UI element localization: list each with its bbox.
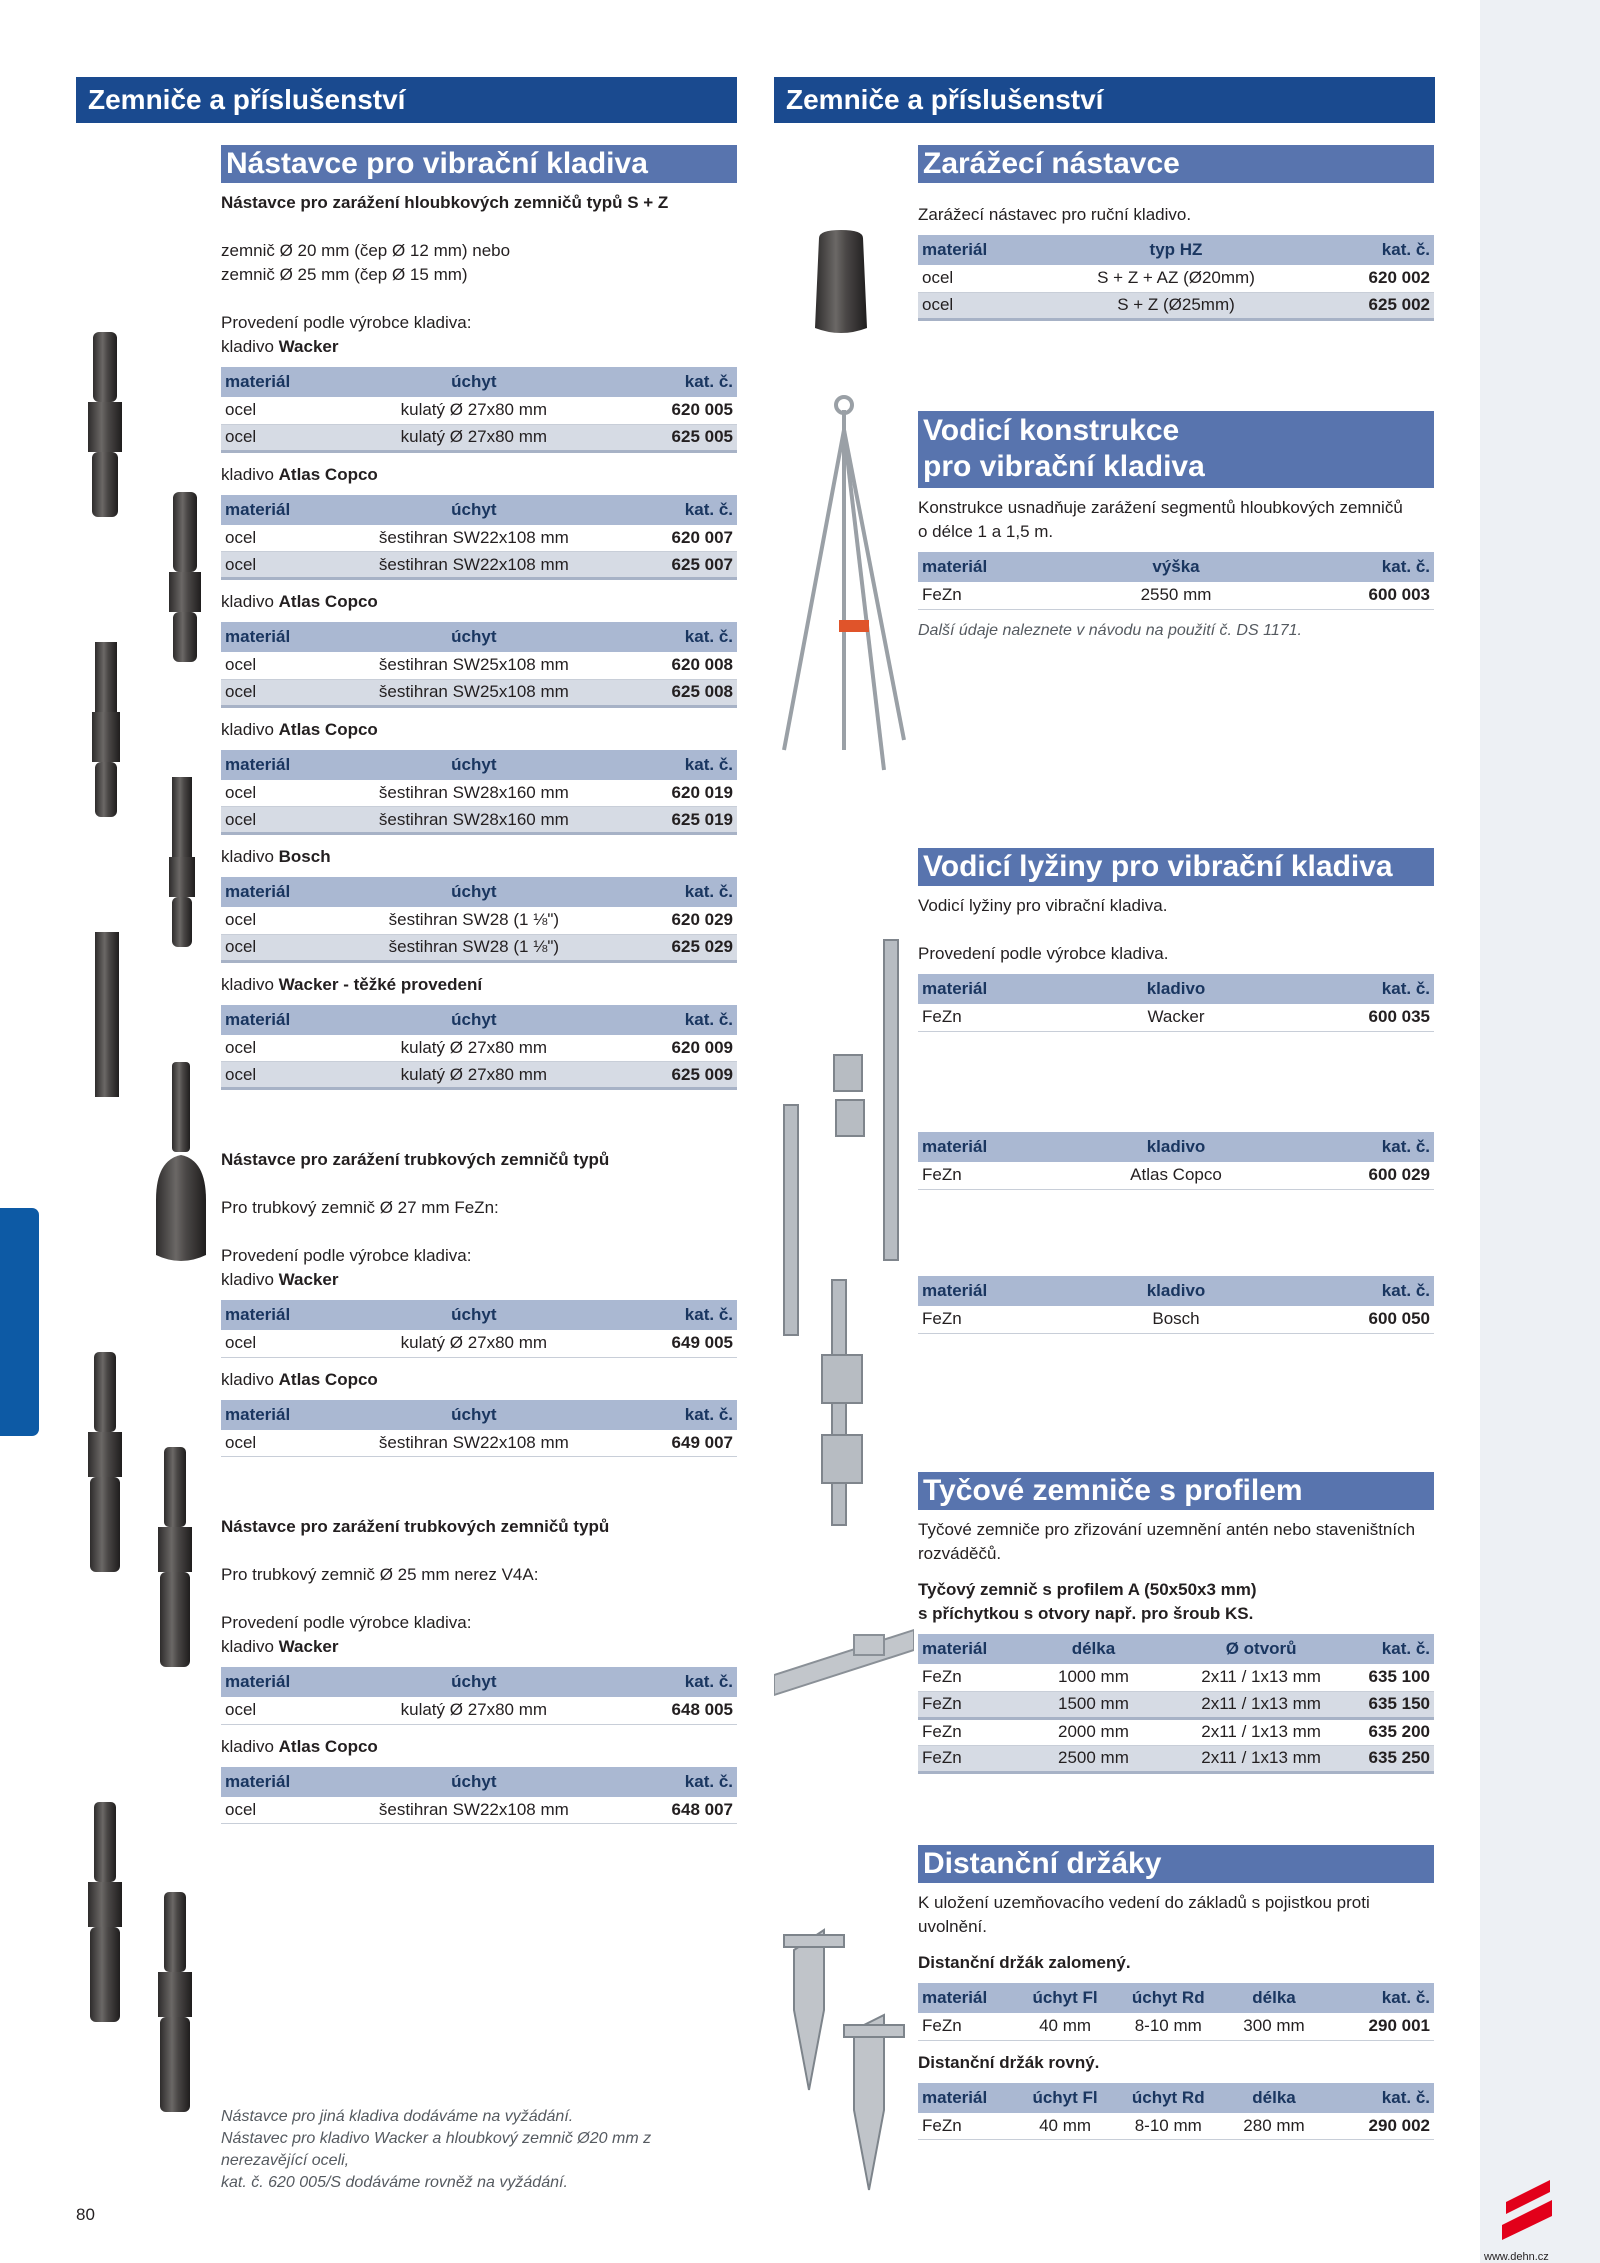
table-cell: šestihran SW28 (1 ⅛ʺ) [350,934,598,961]
column-header: Ø otvorů [1181,1634,1341,1664]
product-table [221,1767,737,1825]
table-cell: 625 019 [598,807,737,834]
table-row [221,552,737,579]
section-title-zarazeci: Zarážecí nástavce [918,145,1434,183]
column-header: kat. č. [598,367,737,397]
column-header: délka [1222,1983,1325,2013]
column-header: materiál [221,1667,350,1697]
vodici-section [918,411,1434,642]
section-title-vibration-attachments: Nástavce pro vibrační kladiva [221,145,737,183]
column-header: výška [1047,552,1305,582]
table-cell: 2x11 / 1x13 mm [1181,1691,1341,1718]
product-subtitle: Tyčový zemnič s profilem A (50x50x3 mm) [918,1580,1257,1599]
section-title-lyziny: Vodicí lyžiny pro vibrační kladiva [918,848,1434,886]
tool-bit-image [94,1802,116,1882]
table-cell: 648 005 [598,1697,737,1724]
table-cell: 2x11 / 1x13 mm [1181,1718,1341,1745]
product-table [918,235,1434,321]
hammer-label: kladivo Wacker [221,1637,339,1656]
column-header: kat. č. [598,1667,737,1697]
column-header: kat. č. [598,1300,737,1330]
right-sidebar [1480,0,1600,2263]
table-cell: 8-10 mm [1114,2113,1222,2140]
section-desc: K uložení uzemňovacího vedení do základů s pojistkou proti uvolnění. [918,1893,1370,1936]
column-header: kat. č. [1305,1132,1434,1162]
product-table [221,1005,737,1091]
column-header: materiál [918,1634,1006,1664]
profile-rod-image [774,1630,914,1695]
column-header: úchyt [350,1005,598,1035]
table-row [918,1691,1434,1718]
table-cell: Atlas Copco [1047,1162,1305,1189]
section-desc: Vodicí lyžiny pro vibrační kladiva. [918,896,1168,915]
column-header: kat. č. [1305,552,1434,582]
section-desc: Konstrukce usnadňuje zarážení segmentů hloubkových zemničů [918,498,1403,517]
table-cell: ocel [221,552,350,579]
column-header: úchyt Fl [1016,2083,1114,2113]
section-title-tycove: Tyčové zemniče s profilem [918,1472,1434,1510]
column-header: kat. č. [1305,1276,1434,1306]
table-cell: kulatý Ø 27x80 mm [350,424,598,451]
column-header: kat. č. [598,1005,737,1035]
table-cell: 620 029 [598,907,737,934]
chapter-tab [0,1208,39,1436]
table-cell: šestihran SW22x108 mm [350,525,598,552]
table-cell: šestihran SW22x108 mm [350,552,598,579]
product-table [221,877,737,963]
table-header-row [918,1276,1434,1306]
column-header: úchyt [350,1300,598,1330]
table-cell: 649 005 [598,1330,737,1357]
product-table [221,367,737,453]
hammer-label: kladivo Atlas Copco [221,719,378,739]
provedeni-label: Provedení podle výrobce kladiva: [221,1613,472,1632]
lyziny-section [918,848,1434,1042]
table-header-row [221,495,737,525]
table-cell: 635 150 [1341,1691,1434,1718]
table-row [221,907,737,934]
tube-desc: Pro trubkový zemnič Ø 25 mm nerez V4A: [221,1565,539,1584]
table-header-row [918,1132,1434,1162]
column-header: materiál [221,622,350,652]
hammer-label: kladivo Atlas Copco [221,592,378,611]
subtitle: Nástavce pro zarážení hloubkových zemničů typů S + Z [221,193,669,212]
table-cell: FeZn [918,2013,1016,2040]
provedeni-label: Provedení podle výrobce kladiva: [221,1246,472,1265]
column-header: úchyt [350,750,598,780]
zarazeci-section [918,145,1434,331]
tool-bit-image [95,642,117,712]
table-header-row [918,974,1434,1004]
column-header: materiál [918,1983,1016,2013]
product-table [918,1132,1434,1190]
column-header: úchyt [350,1400,598,1430]
table-cell: 2000 mm [1006,1718,1181,1745]
table-cell: 648 007 [598,1797,737,1824]
product-table [918,974,1434,1032]
column-header: úchyt Rd [1114,2083,1222,2113]
table-cell: ocel [221,1797,350,1824]
table-row [918,1745,1434,1772]
hammer-label: kladivo Atlas Copco [221,464,378,484]
footnote: Nástavec pro kladivo Wacker a hloubkový zemnič Ø20 mm z nerezavějící oceli, [221,2130,652,2169]
table-cell: 620 019 [598,780,737,807]
product-subtitle: Distanční držák zalomený. [918,1953,1131,1972]
column-header: materiál [918,1276,1047,1306]
column-header: materiál [221,1005,350,1035]
table-row [918,582,1434,609]
table-header-row [918,1634,1434,1664]
tube2-groups [221,1635,737,1824]
table-cell: 635 100 [1341,1664,1434,1691]
table-cell: ocel [221,907,350,934]
tool-bit-image [173,492,197,572]
column-header: materiál [221,367,350,397]
guide-rail-image [784,940,898,1525]
column-header: materiál [221,1400,350,1430]
column-header: kat. č. [1341,1634,1434,1664]
table-cell: 600 050 [1305,1306,1434,1333]
table-cell: ocel [918,265,1047,292]
lyziny-table-2 [918,1124,1434,1200]
distancni-section [918,1845,1434,2150]
table-cell: 620 005 [598,397,737,424]
table-cell: 625 009 [598,1062,737,1089]
column-header: kat. č. [598,495,737,525]
table-cell: šestihran SW28 (1 ⅛ʺ) [350,907,598,934]
table-cell: 2550 mm [1047,582,1305,609]
table-row [221,1697,737,1724]
website-url[interactable]: www.dehn.cz [1484,2251,1549,2263]
tool-bit-image [164,1892,186,1972]
spacer-holder-image [784,1930,904,2190]
column-header: materiál [221,495,350,525]
table-cell: ocel [221,679,350,706]
column-header: kat. č. [598,1767,737,1797]
hammer-label: kladivo Atlas Copco [221,1369,378,1389]
column-header: materiál [221,1767,350,1797]
table-cell: ocel [221,1697,350,1724]
table-cell: FeZn [918,1306,1047,1333]
left-column [221,145,737,1834]
table-row [221,525,737,552]
product-subtitle: Distanční držák rovný. [918,2052,1100,2072]
column-header: materiál [221,750,350,780]
column-header: materiál [918,974,1047,1004]
table-cell: ocel [221,1430,350,1457]
table-cell: 620 009 [598,1035,737,1062]
column-header: materiál [221,1300,350,1330]
hammer-label: kladivo Wacker [221,1270,339,1289]
table-cell: kulatý Ø 27x80 mm [350,1062,598,1089]
table-header-row [221,750,737,780]
table-cell: 2500 mm [1006,1745,1181,1772]
hammer-label: kladivo Wacker - těžké provedení [221,974,483,994]
table-row [918,1004,1434,1031]
guide-frame-image [784,397,904,770]
table-cell: FeZn [918,1004,1047,1031]
product-table [221,1300,737,1358]
column-header: úchyt [350,1767,598,1797]
footnotes [221,2106,737,2194]
product-table [221,622,737,708]
column-header: materiál [918,552,1047,582]
table-row [918,292,1434,319]
table-header-row [221,1767,737,1797]
column-header: kat. č. [598,622,737,652]
product-table [918,1276,1434,1334]
table-row [918,1306,1434,1333]
column-header: kat. č. [1305,974,1434,1004]
table-header-row [221,1005,737,1035]
table-cell: FeZn [918,1718,1006,1745]
table-cell: FeZn [918,1745,1006,1772]
column-header: typ HZ [1047,235,1305,265]
column-header: kat. č. [1326,2083,1434,2113]
table-cell: 635 250 [1341,1745,1434,1772]
table-cell: FeZn [918,1691,1006,1718]
column-header: délka [1006,1634,1181,1664]
table-row [221,1035,737,1062]
table-cell: 625 002 [1305,292,1434,319]
product-table [918,1634,1434,1774]
table-cell: FeZn [918,1162,1047,1189]
table-cell: 290 002 [1326,2113,1434,2140]
tool-bit-image [94,1352,116,1432]
column-header: materiál [918,235,1047,265]
product-table [221,1400,737,1458]
table-cell: 1000 mm [1006,1664,1181,1691]
table-cell: 40 mm [1016,2113,1114,2140]
provedeni-label: Provedení podle výrobce kladiva: [221,313,472,332]
table-row [918,2013,1434,2040]
table-row [221,1430,737,1457]
table-cell: ocel [918,292,1047,319]
product-table [221,750,737,836]
hammer-label: kladivo Wacker [221,337,339,356]
table-header-row [918,235,1434,265]
tube-section-title: Nástavce pro zarážení trubkových zemničů typů [221,1150,610,1169]
product-table [918,552,1434,610]
footnote: Nástavce pro jiná kladiva dodáváme na vyžádání. [221,2108,574,2125]
table-cell: 600 035 [1305,1004,1434,1031]
table-row [221,1330,737,1357]
table-row [221,807,737,834]
table-cell: FeZn [918,582,1047,609]
column-header: úchyt Rd [1114,1983,1222,2013]
table-cell: šestihran SW28x160 mm [350,807,598,834]
column-header: materiál [918,1132,1047,1162]
table-cell: šestihran SW22x108 mm [350,1797,598,1824]
column-header: kladivo [1047,1132,1305,1162]
section-title-vodici: Vodicí konstrukce pro vibrační kladiva [918,411,1434,488]
table-cell: ocel [221,652,350,679]
table-cell: kulatý Ø 27x80 mm [350,1697,598,1724]
table-cell: 625 029 [598,934,737,961]
table-cell: S + Z + AZ (Ø20mm) [1047,265,1305,292]
table-header-row [221,1400,737,1430]
column-header: kat. č. [1326,1983,1434,2013]
product-photos-right [774,210,914,2200]
table-cell: kulatý Ø 27x80 mm [350,1035,598,1062]
table-cell: S + Z (Ø25mm) [1047,292,1305,319]
table-cell: ocel [221,1330,350,1357]
table-cell: šestihran SW22x108 mm [350,1430,598,1457]
table-header-row [221,1300,737,1330]
table-row [221,934,737,961]
column-header: kladivo [1047,1276,1305,1306]
table-cell: 620 008 [598,652,737,679]
product-table [221,495,737,581]
table-row [221,679,737,706]
table-cell: 625 005 [598,424,737,451]
table-cell: Wacker [1047,1004,1305,1031]
column-header: materiál [221,877,350,907]
column-header: kat. č. [1305,235,1434,265]
section-desc: o délce 1 a 1,5 m. [918,522,1054,541]
table-cell: ocel [221,525,350,552]
table-header-row [221,367,737,397]
column-header: úchyt [350,622,598,652]
table-cell: FeZn [918,2113,1016,2140]
table-cell: šestihran SW25x108 mm [350,652,598,679]
tool-bit-image [93,332,117,402]
page-number: 80 [76,2205,95,2224]
table-cell: 620 002 [1305,265,1434,292]
tool-bit-image [172,777,192,857]
table-cell: 600 029 [1305,1162,1434,1189]
table-row [221,424,737,451]
section-header-right: Zemniče a příslušenství [774,77,1435,123]
manual-note: Další údaje naleznete v návodu na použití č. DS 1171. [918,621,1302,639]
section-desc: Zarážecí nástavec pro ruční kladivo. [918,205,1192,224]
table-row [221,1062,737,1089]
table-cell: 625 008 [598,679,737,706]
section-header-left: Zemniče a příslušenství [76,77,737,123]
table-cell: ocel [221,397,350,424]
product-table [221,1667,737,1725]
table-header-row [221,1667,737,1697]
table-cell: ocel [221,424,350,451]
column-header: úchyt [350,877,598,907]
table-cell: 600 003 [1305,582,1434,609]
tube1-groups [221,1268,737,1457]
hammer-label: kladivo Bosch [221,847,331,866]
table-cell: 290 001 [1326,2013,1434,2040]
driving-cap-image [815,230,867,333]
product-table [918,1983,1434,2041]
table-cell: 625 007 [598,552,737,579]
table-header-row [221,877,737,907]
table-header-row [221,622,737,652]
column-header: úchyt [350,367,598,397]
spec-line: zemnič Ø 20 mm (čep Ø 12 mm) nebo [221,241,511,260]
table-row [918,1718,1434,1745]
tool-bit-image [164,1447,186,1527]
table-cell: kulatý Ø 27x80 mm [350,397,598,424]
table-header-row [918,552,1434,582]
tool-bit-image [172,1062,190,1152]
tool-bit-image [95,932,119,1097]
provedeni-label: Provedení podle výrobce kladiva. [918,944,1169,963]
tycove-section [918,1472,1434,1784]
table-cell: šestihran SW28x160 mm [350,780,598,807]
column-header: úchyt [350,495,598,525]
table-row [918,265,1434,292]
table-cell: 2x11 / 1x13 mm [1181,1664,1341,1691]
table-cell: 300 mm [1222,2013,1325,2040]
table-cell: 620 007 [598,525,737,552]
table-row [221,780,737,807]
dehn-logo-icon [1492,2130,1557,2240]
table-cell: ocel [221,780,350,807]
column-header: délka [1222,2083,1325,2113]
table-row [221,397,737,424]
product-table [918,2083,1434,2141]
table-cell: 1500 mm [1006,1691,1181,1718]
table-cell: FeZn [918,1664,1006,1691]
tube-section-title: Nástavce pro zarážení trubkových zemničů typů [221,1517,610,1536]
table-cell: kulatý Ø 27x80 mm [350,1330,598,1357]
table-cell: ocel [221,807,350,834]
table-cell: 2x11 / 1x13 mm [1181,1745,1341,1772]
section-desc: Tyčové zemniče pro zřizování uzemnění antén nebo staveništních rozváděčů. [918,1520,1416,1563]
column-header: kladivo [1047,974,1305,1004]
column-header: úchyt [350,1667,598,1697]
column-header: materiál [918,2083,1016,2113]
table-cell: 280 mm [1222,2113,1325,2140]
table-cell: ocel [221,1035,350,1062]
product-photos-left [76,320,226,2250]
column-header: kat. č. [598,750,737,780]
tube-desc: Pro trubkový zemnič Ø 27 mm FeZn: [221,1198,499,1217]
table-row [918,1664,1434,1691]
spec-line: zemnič Ø 25 mm (čep Ø 15 mm) [221,265,468,284]
section-title-distancni: Distanční držáky [918,1845,1434,1883]
lyziny-table-3 [918,1268,1434,1344]
table-cell: šestihran SW25x108 mm [350,679,598,706]
table-header-row [918,2083,1434,2113]
footnote: kat. č. 620 005/S dodáváme rovněž na vyžádání. [221,2174,568,2191]
table-cell: ocel [221,1062,350,1089]
table-cell: Bosch [1047,1306,1305,1333]
table-cell: 40 mm [1016,2013,1114,2040]
hammer-label: kladivo Atlas Copco [221,1736,378,1756]
table-cell: 649 007 [598,1430,737,1457]
table-cell: 8-10 mm [1114,2013,1222,2040]
table-row [221,1797,737,1824]
product-subtitle: s příchytkou s otvory např. pro šroub KS. [918,1604,1254,1623]
column-header: kat. č. [598,1400,737,1430]
table-row [918,1162,1434,1189]
column-header: kat. č. [598,877,737,907]
table-row [918,2113,1434,2140]
hammer-groups [221,335,737,1090]
table-cell: ocel [221,934,350,961]
table-cell: 635 200 [1341,1718,1434,1745]
table-header-row [918,1983,1434,2013]
table-row [221,652,737,679]
column-header: úchyt Fl [1016,1983,1114,2013]
